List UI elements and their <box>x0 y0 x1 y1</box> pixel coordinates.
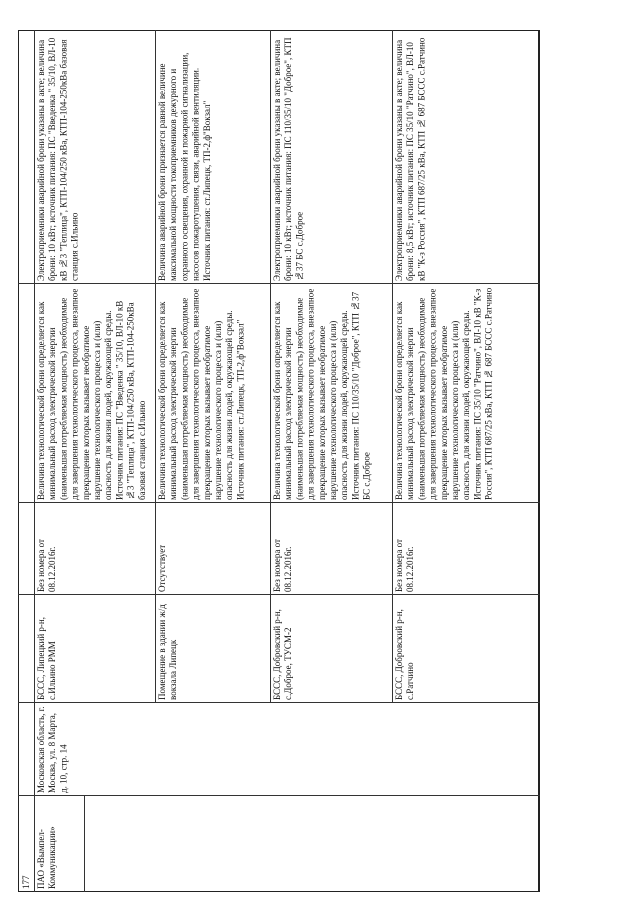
emergency-reserve-text: Электроприемники аварийной брони указаны в акте; величина брони: 10 кВт; источник питания: ПС "Введенка " 35/10, ВЛ-10 кВ №3 "Теплица", КТП-104/250 кВа, КТП-104-250кВа базовая станция с.Ильино <box>36 37 80 281</box>
column-divider <box>18 702 540 703</box>
column-divider <box>18 502 540 503</box>
act-reference: Отсутствует <box>157 544 167 592</box>
act-reference: Без номера от 08.12.2016г. <box>272 539 294 592</box>
technological-reserve-text: Величина технологической брони определяется как минимальный расход электрической энергии (наименьшая потребляемая мощность) необходимые для завершения технологического процесса, внезапное прекращение которых вызывает необратимое нарушение технологического процесса и (или) опасность для жизни людей, окружающей среды. Источник питания: ПС 35/10 "Ратчино", ВЛ-10 кВ "К-з Россия", КТП 687/25 кВа, КТП № 687 БССС с.Ратчино <box>394 287 494 500</box>
table-border-top <box>18 30 540 31</box>
row-divider <box>84 795 85 892</box>
object-name: БССС, Добровский р-н, с.Ратчино <box>394 609 416 700</box>
act-reference: Без номера от 08.12.2016г. <box>36 539 58 592</box>
row-divider <box>155 30 156 702</box>
column-divider <box>18 283 540 284</box>
organization-name: ПАО «Вымпел-Коммуникации» <box>36 826 58 889</box>
table-border-left <box>18 30 19 892</box>
column-divider <box>18 594 540 595</box>
technological-reserve-text: Величина технологической брони определяется как минимальный расход электрической энергии (наименьшая потребляемая мощность) необходимые для завершения технологического процесса, внезапное прекращение которых вызывает необратимое нарушение технологического процесса и (или) опасность для жизни людей, окружающей среды. Источник питания: ст.Липецк, ТП-2,ф"Вокзал" <box>157 288 246 500</box>
row-divider <box>34 30 35 892</box>
technological-reserve-text: Величина технологической брони определяется как минимальный расход электрической энергии (наименьшая потребляемая мощность) необходимые для завершения технологического процесса, внезапное прекращение которых вызывает необратимое нарушение технологического процесса и (или) опасность для жизни людей, окружающей среды. Источник питания: ПС "Введенка " 35/10, ВЛ-10 кВ №3 "Теплица", КТП-104/250 кВа, КТП-104-250кВа базовая станция с.Ильино <box>36 288 147 500</box>
row-number: 177 <box>21 875 31 889</box>
emergency-reserve-text: Электроприемники аварийной брони указаны в акте; величина брони: 8,5 кВт; источник питания: ПС 35/10 "Ратчино", ВЛ-10 кВ "К-з Россия", КТП 687/25 кВа, КТП № 687 БССС с.Ратчино <box>394 37 427 281</box>
column-divider <box>18 795 540 796</box>
row-divider <box>270 30 271 702</box>
emergency-reserve-text: Величина аварийной брони признается равной величине максимальной мощности токоприемников дежурного и охранного освещения, охранной и пожарной сигнализации, насосов пожаротушения, связи, аварийной вентиляции. Источник питания: ст.Липецк, ТП-2,ф"Вокзал" <box>157 52 212 281</box>
object-name: БССС, Липецкий р-н, с.Ильино РММ <box>36 617 58 700</box>
row-divider <box>392 30 393 702</box>
object-name: БССС, Добровский р-н, с.Доброе, ТУСМ-2 <box>272 609 294 700</box>
object-name: Помещение в здании ж/д вокзала Липецк <box>157 604 179 700</box>
act-reference: Без номера от 08.12.2016г. <box>394 539 416 592</box>
technological-reserve-text: Величина технологической брони определяется как минимальный расход электрической энергии (наименьшая потребляемая мощность) необходимые для завершения технологического процесса, внезапное прекращение которых вызывает необратимое нарушение технологического процесса и (или) опасность для жизни людей, окружающей среды. Источник питания: ПС 110/35/10 "Доброе", КТП №37 БС с.Доброе <box>272 288 372 500</box>
organization-address: Московская область, г. Москва, ул. 8 Марта, д. 10, стр. 14 <box>36 706 69 793</box>
emergency-reserve-text: Электроприемники аварийной брони указаны в акте; величина брони: 10 кВт; источник питания: ПС 110/35/10 "Доброе", КТП №37 БС с.Доброе <box>272 37 305 281</box>
table-border-bottom <box>18 891 540 892</box>
table-border-right <box>538 30 540 892</box>
